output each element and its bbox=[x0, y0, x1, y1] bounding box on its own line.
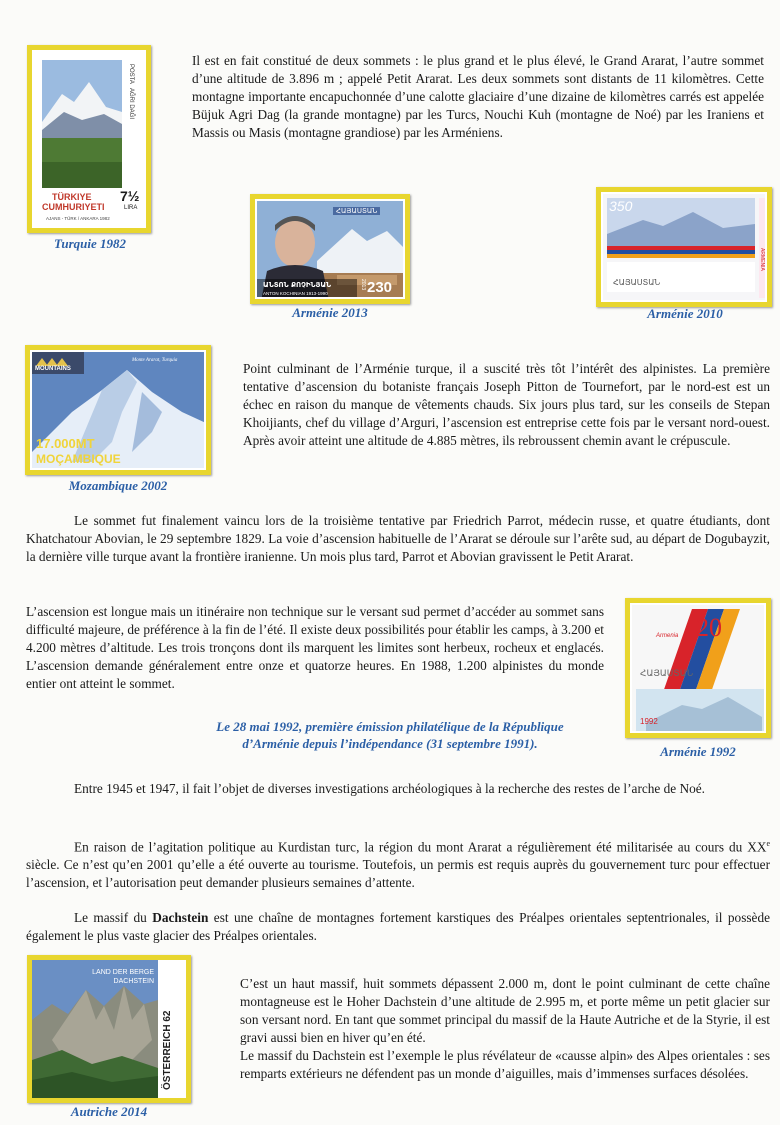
stamp-value: 20 bbox=[696, 613, 722, 642]
stamp-armenie-2010 bbox=[596, 187, 772, 307]
caption-armenie-2013: Arménie 2013 bbox=[292, 305, 368, 320]
paragraph-2: Point culminant de l’Arménie turque, il a suscité très tôt l’intérêt des alpinistes. La première tentative d’ascension du botaniste français Joseph Pitton de Tournefort, par le nord-est est un échec en raison du manque de vêtements chauds. Six jours plus tard, sur les conseils de Stepan Khoijiants, chef du village d’Arguri, l’ascension est entreprise cette fois par le versant nord-ouest. Après avoir atteint une altitude de 4.885 mètres, ils rebroussent chemin avant le crépuscule. bbox=[243, 361, 770, 448]
p8-part-1: C’est un haut massif, huit sommets dépassent 2.000 m, dont le point culminant de cette chaîne montagneuse est le Hoher Dachstein d’une altitude de 2.995 m, et porte même un petit glacier sur son versant nord. En tant que sommet principal du massif de la Haute Autriche et de la Styrie, il est gravi aussi bien en hiver qu’en été. bbox=[240, 976, 770, 1045]
stamp-side-text: AĞRI DAĞI bbox=[128, 88, 134, 120]
posta-label: POSTA bbox=[128, 64, 134, 84]
stamp-header: ՀԱՅԱՍՏԱՆ bbox=[333, 207, 380, 215]
stamp-imprint: AJANS - TÜRK / ANKARA 1982 bbox=[46, 216, 110, 221]
stamp-side: ARMENIA bbox=[759, 248, 765, 271]
paragraph-8 bbox=[240, 975, 770, 1083]
p7-part-b: est une chaîne de montagnes fortement karstiques des Préalpes orientales septentrionales, il possède également le plus vaste glacier des Préalpes orientales. bbox=[26, 910, 770, 943]
stamp-unit: LIRA bbox=[124, 205, 138, 211]
p7-part-a: Le massif du bbox=[74, 910, 153, 925]
paragraph-4: L’ascension est longue mais un itinéraire non technique sur le versant sud permet d’accéder au sommet sans difficulté majeure, de préférence à la fin de l’été. Il existe deux possibilités pour établir les camps, à 3.200 et 4.200 mètres d’altitude. Les trois tronçons dont ils marquent les limites sont herbeux, rocheux et englacés. L’ascension demande généralement entre onze et quatorze heures. En 1988, 1.200 alpinistes du monde entier ont atteint le sommet. bbox=[26, 604, 604, 691]
stamp-value: 350 bbox=[609, 198, 633, 214]
p6-part-a: En raison de l’agitation politique au Kurdistan turc, la région du mont Ararat a régulièrement été militarisée au cours du XX bbox=[74, 839, 767, 855]
stamp-value: 7½ bbox=[120, 188, 140, 204]
stamp-value: 62 bbox=[162, 1010, 173, 1022]
caption-autriche: Autriche 2014 bbox=[70, 1104, 148, 1119]
stamp-armenie-2013 bbox=[250, 194, 410, 304]
stamp-mozambique-2002 bbox=[25, 345, 211, 475]
paragraph-7 bbox=[26, 909, 770, 945]
title-line-1: LAND DER BERGE bbox=[92, 969, 154, 976]
p6-part-b: siècle. Ce n’est qu’en 2001 qu’elle a été ouverte au tourisme. Toutefois, un permis est requis auprès du gouvernement turc pour effectuer l’ascension, et l’autorisation peut demander plusieurs semaines d’attente. bbox=[26, 857, 770, 891]
stamp-country-latin: Armenia bbox=[656, 633, 679, 639]
stamp-autriche-2014 bbox=[27, 955, 191, 1103]
caption-mozambique: Mozambique 2002 bbox=[68, 478, 168, 493]
stamp-country-value bbox=[162, 970, 173, 1090]
stamp-title: MOUNTAINS bbox=[35, 366, 71, 372]
paragraph-1: Il est en fait constitué de deux sommets : le plus grand et le plus élevé, le Grand Ararat, l’autre sommet d’une altitude de 3.896 m ; appelé Petit Ararat. Les deux sommets sont distants de 11 kilomètres. Cette montagne importante encapuchonnée d’une calotte glaciaire d’une dizaine de kilomètres carrés est appelée Büjuk Agri Dag (la grande montagne) par les Turcs, Nouchi Kuh (montagne de Noé) par les Iraniens et Massis ou Masis (montagne grandiose) par les Arméniens. bbox=[192, 53, 764, 140]
note-line-2: d’Arménie depuis l’indépendance (31 septembre 1991). bbox=[242, 736, 538, 751]
stamp-armenie-1992 bbox=[625, 598, 771, 738]
stamp-mountain: Monte Ararat, Turquia bbox=[132, 358, 178, 363]
note-line-1: Le 28 mai 1992, première émission philatélique de la République bbox=[216, 719, 564, 734]
dachstein-bold: Dachstein bbox=[152, 910, 209, 925]
caption-armenie-2010: Arménie 2010 bbox=[647, 306, 723, 321]
stamp-country: ÖSTERREICH bbox=[162, 1024, 173, 1090]
note-first-issue bbox=[160, 718, 620, 752]
stamp-country: ՀԱՅԱՍՏԱՆ bbox=[613, 278, 661, 287]
stamp-year: 1992 bbox=[640, 717, 658, 726]
caption-turquie: Turquie 1982 bbox=[53, 236, 127, 251]
stamp-name: ANTON KOCHINIAN 1913-1990 bbox=[263, 291, 328, 296]
paragraph-6 bbox=[26, 835, 770, 892]
country-line2: CUMHURIYETI bbox=[42, 202, 105, 212]
p8-part-2: Le massif du Dachstein est l’exemple le plus révélateur de «causse alpin» des Alpes orientales : ses remparts extérieurs ne défendent pas un monde d’aiguilles, mais d’immenses surfaces désolées. bbox=[240, 1048, 770, 1081]
stamp-country: ՀԱՅԱՍՏԱՆ bbox=[640, 669, 694, 679]
stamp-country: MOÇAMBIQUE bbox=[36, 452, 121, 466]
stamp-turquie-1982 bbox=[27, 45, 151, 233]
paragraph-3: Le sommet fut finalement vaincu lors de la troisième tentative par Friedrich Parrot, médecin russe, et quatre étudiants, dont Khatchatour Abovian, le 29 septembre 1829. La voie d’ascension habituelle de l’Ararat se déroule sur l’arête sud, au départ de Dogubayzit, la dernière ville turque avant la frontière iranienne. Un mois plus tard, Parrot et Abovian gravissent le Petit Ararat. bbox=[26, 513, 770, 564]
stamp-name-arm: ԱՆՏՈՆ ՔՈՉԻՆՅԱՆ bbox=[263, 281, 332, 289]
stamp-country bbox=[42, 192, 105, 212]
title-line-2: DACHSTEIN bbox=[113, 978, 154, 985]
paragraph-5: Entre 1945 et 1947, il fait l’objet de diverses investigations archéologiques à la recherche des restes de l’arche de Noé. bbox=[74, 781, 705, 796]
stamp-value: 17.000MT bbox=[36, 436, 95, 451]
stamp-title bbox=[92, 968, 154, 986]
p6-superscript: e bbox=[766, 839, 770, 848]
stamp-value: 230 bbox=[367, 279, 393, 296]
country-line1: TÜRKIYE bbox=[52, 192, 92, 202]
stamp-year: 2013 bbox=[360, 279, 366, 291]
caption-armenie-1992: Arménie 1992 bbox=[660, 744, 736, 759]
